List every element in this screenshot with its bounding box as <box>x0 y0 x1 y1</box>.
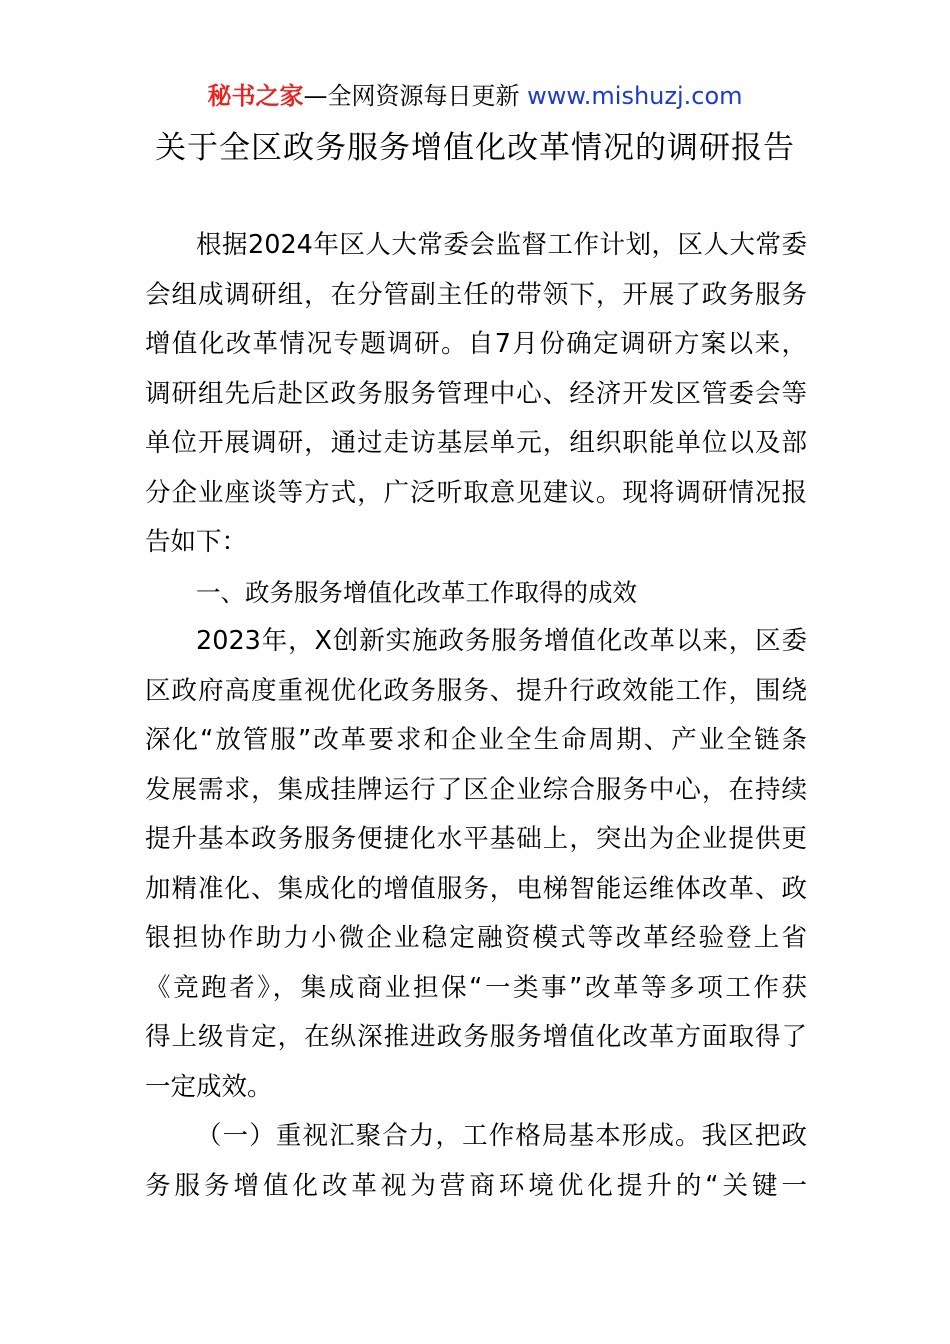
paragraph-line: 告如下： <box>145 527 248 557</box>
section-heading: 一、政务服务增值化改革工作取得的成效 <box>196 577 637 607</box>
paragraph-line: 得上级肯定，在纵深推进政务服务增值化改革方面取得了 <box>145 1022 807 1052</box>
paragraph-line: 《竞跑者》，集成商业担保“一类事”改革等多项工作获 <box>145 972 807 1003</box>
document-title: 关于全区政务服务增值化改革情况的调研报告 <box>155 130 795 166</box>
paragraph-line: 根据2024年区人大常委会监督工作计划，区人大常委 <box>196 230 807 260</box>
paragraph-line: 单位开展调研，通过走访基层单元，组织职能单位以及部 <box>145 428 807 458</box>
paragraph-line: 区政府高度重视优化政务服务、提升行政效能工作，围绕 <box>145 675 807 706</box>
paragraph-line: 一定成效。 <box>145 1071 273 1102</box>
site-header <box>0 80 950 112</box>
brand-name: 秘书之家 <box>207 82 304 110</box>
paragraph-line: 务服务增值化改革视为营商环境优化提升的“关键一 <box>145 1170 807 1201</box>
header-tagline: —全网资源每日更新 <box>303 82 520 110</box>
paragraph-line: 加精准化、集成化的增值服务，电梯智能运维体改革、政 <box>145 873 807 904</box>
document-body <box>145 221 807 1211</box>
paragraph-line: 调研组先后赴区政务服务管理中心、经济开发区管委会等 <box>145 378 807 409</box>
paragraph-line: 会组成调研组，在分管副主任的带领下，开展了政务服务 <box>145 279 807 310</box>
paragraph-line: 深化“放管服”改革要求和企业全生命周期、产业全链条 <box>145 725 807 755</box>
paragraph-line: （一）重视汇聚合力，工作格局基本形成。我区把政 <box>196 1121 807 1151</box>
paragraph-line: 发展需求，集成挂牌运行了区企业综合服务中心，在持续 <box>145 774 807 805</box>
paragraph-line: 银担协作助力小微企业稳定融资模式等改革经验登上省 <box>145 923 807 953</box>
site-url-link[interactable]: www.mishuzj.com <box>527 82 743 110</box>
paragraph-line: 分企业座谈等方式，广泛听取意见建议。现将调研情况报 <box>145 477 807 508</box>
paragraph-line: 2023年，X创新实施政务服务增值化改革以来，区委 <box>196 626 807 656</box>
paragraph-line: 提升基本政务服务便捷化水平基础上，突出为企业提供更 <box>145 824 807 854</box>
paragraph-line: 增值化改革情况专题调研。自7月份确定调研方案以来， <box>145 329 807 359</box>
